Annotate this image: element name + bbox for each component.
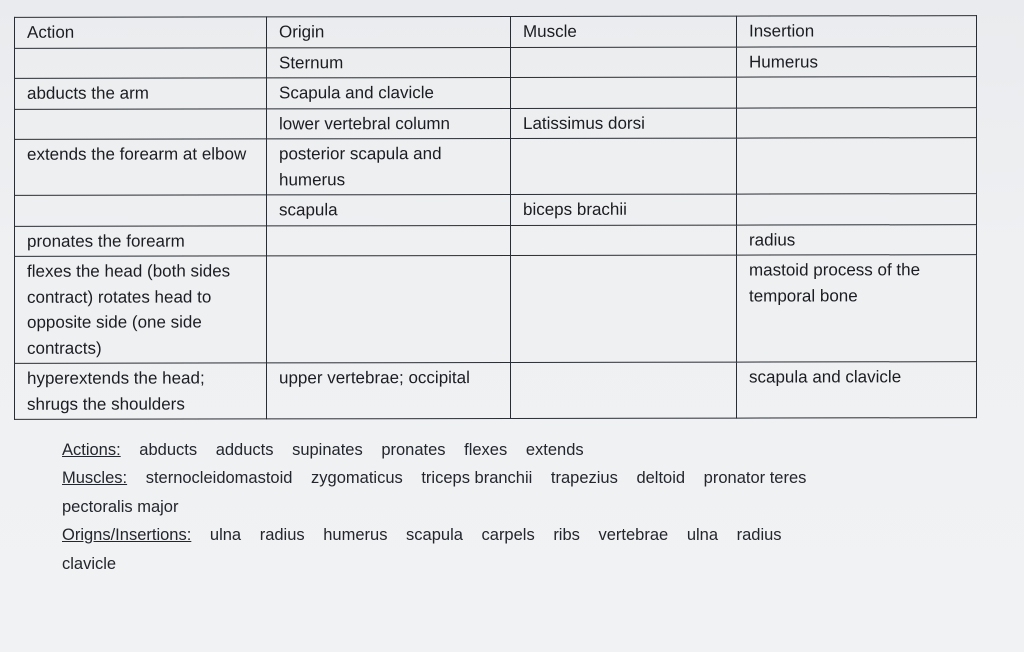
action-term: supinates	[292, 441, 363, 459]
origin-term: scapula	[406, 526, 463, 545]
cell-action: abducts the arm	[15, 78, 267, 109]
word-bank	[62, 436, 962, 578]
actions-label: Actions:	[62, 441, 121, 459]
cell-action: pronates the forearm	[15, 225, 267, 256]
action-term: pronates	[381, 441, 446, 459]
muscles-list	[62, 464, 962, 492]
origins-list-continued	[62, 550, 962, 578]
cell-muscle	[511, 138, 737, 194]
cell-insertion: radius	[737, 224, 977, 255]
table-row	[15, 138, 977, 196]
muscles-label: Muscles:	[62, 469, 128, 488]
cell-action: flexes the head (both sides contract) rotates head to opposite side (one side contracts)	[15, 256, 267, 363]
cell-insertion	[737, 77, 977, 108]
action-term: adducts	[215, 441, 274, 459]
table-row	[15, 77, 977, 109]
cell-origin: posterior scapula and humerus	[267, 138, 511, 194]
cell-action: hyperextends the head; shrugs the shoulders	[15, 363, 267, 419]
origin-term: ribs	[553, 526, 580, 545]
cell-muscle: Latissimus dorsi	[511, 108, 737, 139]
muscle-term: zygomaticus	[311, 469, 403, 488]
cell-insertion	[737, 138, 977, 194]
cell-insertion	[737, 107, 977, 138]
cell-action: extends the forearm at elbow	[15, 139, 267, 195]
muscle-term: pronator teres	[703, 469, 807, 488]
cell-muscle	[511, 77, 737, 108]
table-row	[15, 107, 977, 139]
cell-origin: Scapula and clavicle	[267, 77, 511, 108]
cell-origin: Sternum	[267, 47, 511, 78]
cell-insertion: mastoid process of the temporal bone	[737, 255, 977, 362]
origins-label: Origns/Insertions:	[62, 526, 192, 545]
header-row	[15, 16, 977, 48]
origin-term: radius	[736, 526, 782, 545]
cell-origin	[267, 225, 511, 256]
header-insertion: Insertion	[737, 16, 977, 47]
cell-origin: scapula	[267, 194, 511, 225]
cell-action	[15, 108, 267, 139]
cell-insertion: scapula and clavicle	[737, 362, 977, 418]
cell-origin: upper vertebrae; occipital	[267, 362, 511, 418]
header-muscle: Muscle	[511, 16, 737, 47]
cell-origin	[267, 255, 511, 362]
cell-muscle	[511, 362, 737, 418]
action-term: abducts	[139, 441, 198, 459]
origin-term: ulna	[209, 526, 242, 545]
cell-action	[15, 47, 267, 78]
cell-action	[15, 195, 267, 226]
muscle-term: sternocleidomastoid	[145, 469, 293, 488]
cell-muscle	[511, 225, 737, 256]
header-origin: Origin	[267, 16, 511, 47]
origin-term: ulna	[686, 526, 719, 545]
origins-list	[62, 521, 962, 549]
cell-insertion: Humerus	[737, 46, 977, 77]
origin-term: clavicle	[62, 554, 117, 573]
muscle-term: trapezius	[550, 469, 618, 488]
muscle-term: triceps branchii	[421, 469, 533, 488]
muscles-list-continued	[62, 493, 962, 521]
table-row	[15, 194, 977, 226]
cell-insertion	[737, 194, 977, 225]
cell-muscle	[511, 47, 737, 78]
table-row	[15, 255, 977, 364]
muscle-table	[14, 15, 977, 420]
origin-term: carpels	[481, 526, 535, 545]
action-term: flexes	[464, 441, 508, 459]
cell-origin: lower vertebral column	[267, 108, 511, 139]
table-row	[15, 224, 977, 256]
cell-muscle: biceps brachii	[511, 194, 737, 225]
header-action: Action	[15, 17, 267, 48]
cell-muscle	[511, 255, 737, 362]
muscle-term: pectoralis major	[62, 497, 179, 516]
table-row	[15, 46, 977, 78]
table-row	[15, 362, 977, 420]
action-term: extends	[525, 441, 584, 459]
origin-term: vertebrae	[598, 526, 669, 545]
origin-term: humerus	[323, 526, 388, 545]
actions-list	[62, 436, 962, 464]
muscle-term: deltoid	[636, 469, 686, 488]
origin-term: radius	[259, 526, 305, 545]
